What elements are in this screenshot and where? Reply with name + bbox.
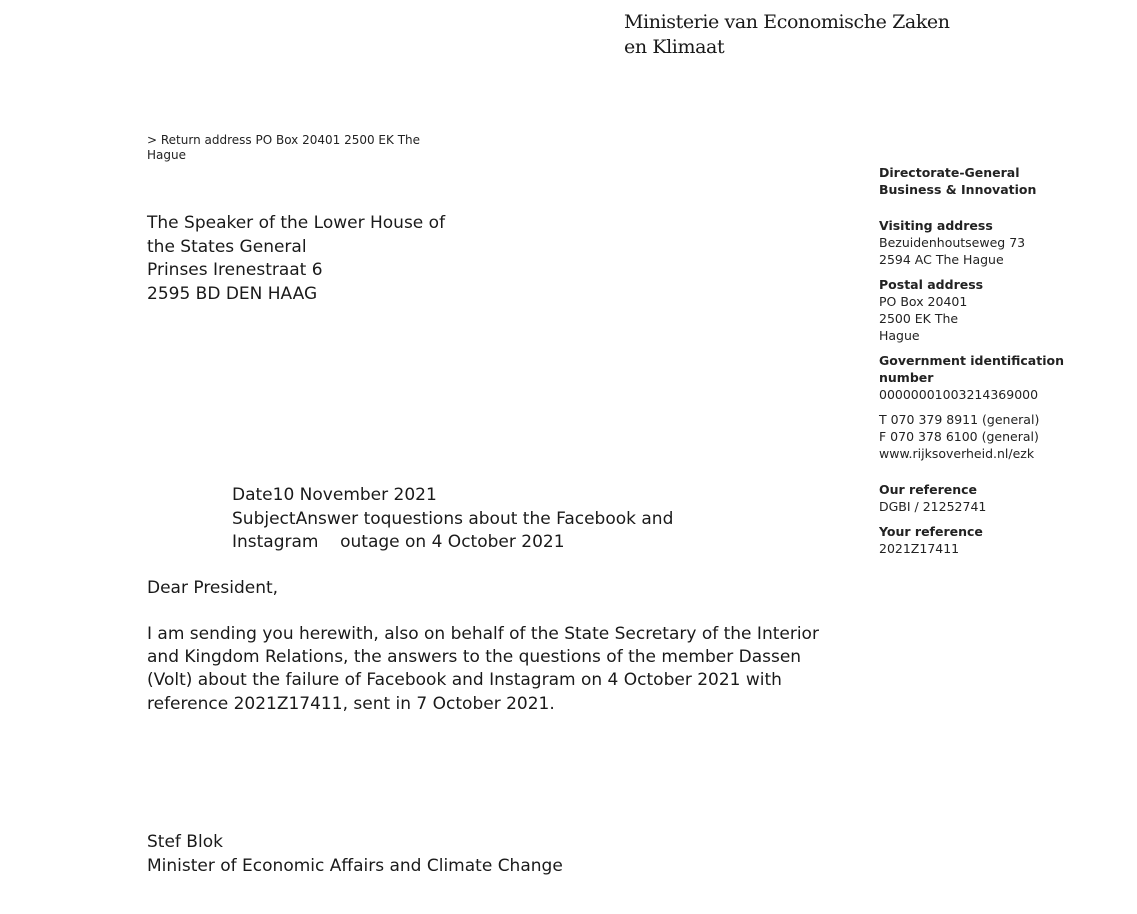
visiting-address-block [879,217,1079,268]
visiting-address-line: Bezuidenhoutseweg 73 [879,235,1026,250]
return-address: > Return address PO Box 20401 2500 EK The Hague [147,133,421,162]
government-id-number: 00000001003214369000 [879,387,1039,402]
body-line: (Volt) about the failure of Facebook and Instagram on 4 October 2021 with [147,670,782,691]
signatory-name: Stef Blok [147,832,223,852]
date-label: Date [232,485,273,505]
subject-label: Subject [232,508,296,529]
recipient-line: The Speaker of the Lower House of [147,213,446,233]
signature-block [147,831,563,878]
recipient-address [147,212,445,306]
fax-number: F 070 378 6100 (general) [879,429,1039,444]
letter-meta [232,484,673,555]
department-line: Directorate-General [879,165,1020,180]
postal-address-line: Hague [879,328,920,343]
subject-value-continued: Instagram outage on 4 October 2021 [232,532,565,552]
subject-row-continued [232,531,673,555]
body-line: reference 2021Z17411, sent in 7 October 2021. [147,693,555,714]
your-reference-heading: Your reference [879,524,983,539]
recipient-line: the States General [147,236,307,257]
body-line: I am sending you herewith, also on behalf of the State Secretary of the Interior [147,624,819,644]
visiting-address-line: 2594 AC The Hague [879,252,1004,267]
ministry-header [624,10,950,60]
your-reference-block [879,523,1079,557]
contact-block [879,411,1079,462]
postal-address-line: 2500 EK The [879,311,959,326]
visiting-address-heading: Visiting address [879,218,993,233]
postal-address-heading: Postal address [879,277,984,292]
ministry-name-line2: en Klimaat [624,36,725,58]
government-id-heading: number [879,370,934,385]
postal-address-block [879,276,1079,344]
department-block [879,164,1079,198]
website-link: www.rijksoverheid.nl/ezk [879,446,1035,461]
subject-value: Answer toquestions about the Facebook and [295,508,674,529]
your-reference-value: 2021Z17411 [879,541,960,556]
ministry-name-line1: Ministerie van Economische Zaken [624,11,950,33]
letter-body [147,623,852,716]
our-reference-block [879,481,1079,515]
recipient-line: Prinses Irenestraat 6 [147,260,323,280]
recipient-line: 2595 BD DEN HAAG [147,283,318,304]
date-value: 10 November 2021 [272,485,437,505]
subject-row [232,508,673,532]
phone-number: T 070 379 8911 (general) [879,412,1040,427]
government-id-block [879,352,1079,403]
date-row [232,484,673,508]
salutation: Dear President, [147,578,279,598]
postal-address-line: PO Box 20401 [879,294,968,309]
sidebar-colophon [879,164,1079,565]
body-line: and Kingdom Relations, the answers to the questions of the member Dassen [147,647,802,668]
government-id-heading: Government identification [879,353,1064,368]
department-line: Business & Innovation [879,182,1037,197]
our-reference-heading: Our reference [879,482,978,497]
signatory-title: Minister of Economic Affairs and Climate Change [147,855,563,876]
our-reference-value: DGBI / 21252741 [879,499,987,514]
